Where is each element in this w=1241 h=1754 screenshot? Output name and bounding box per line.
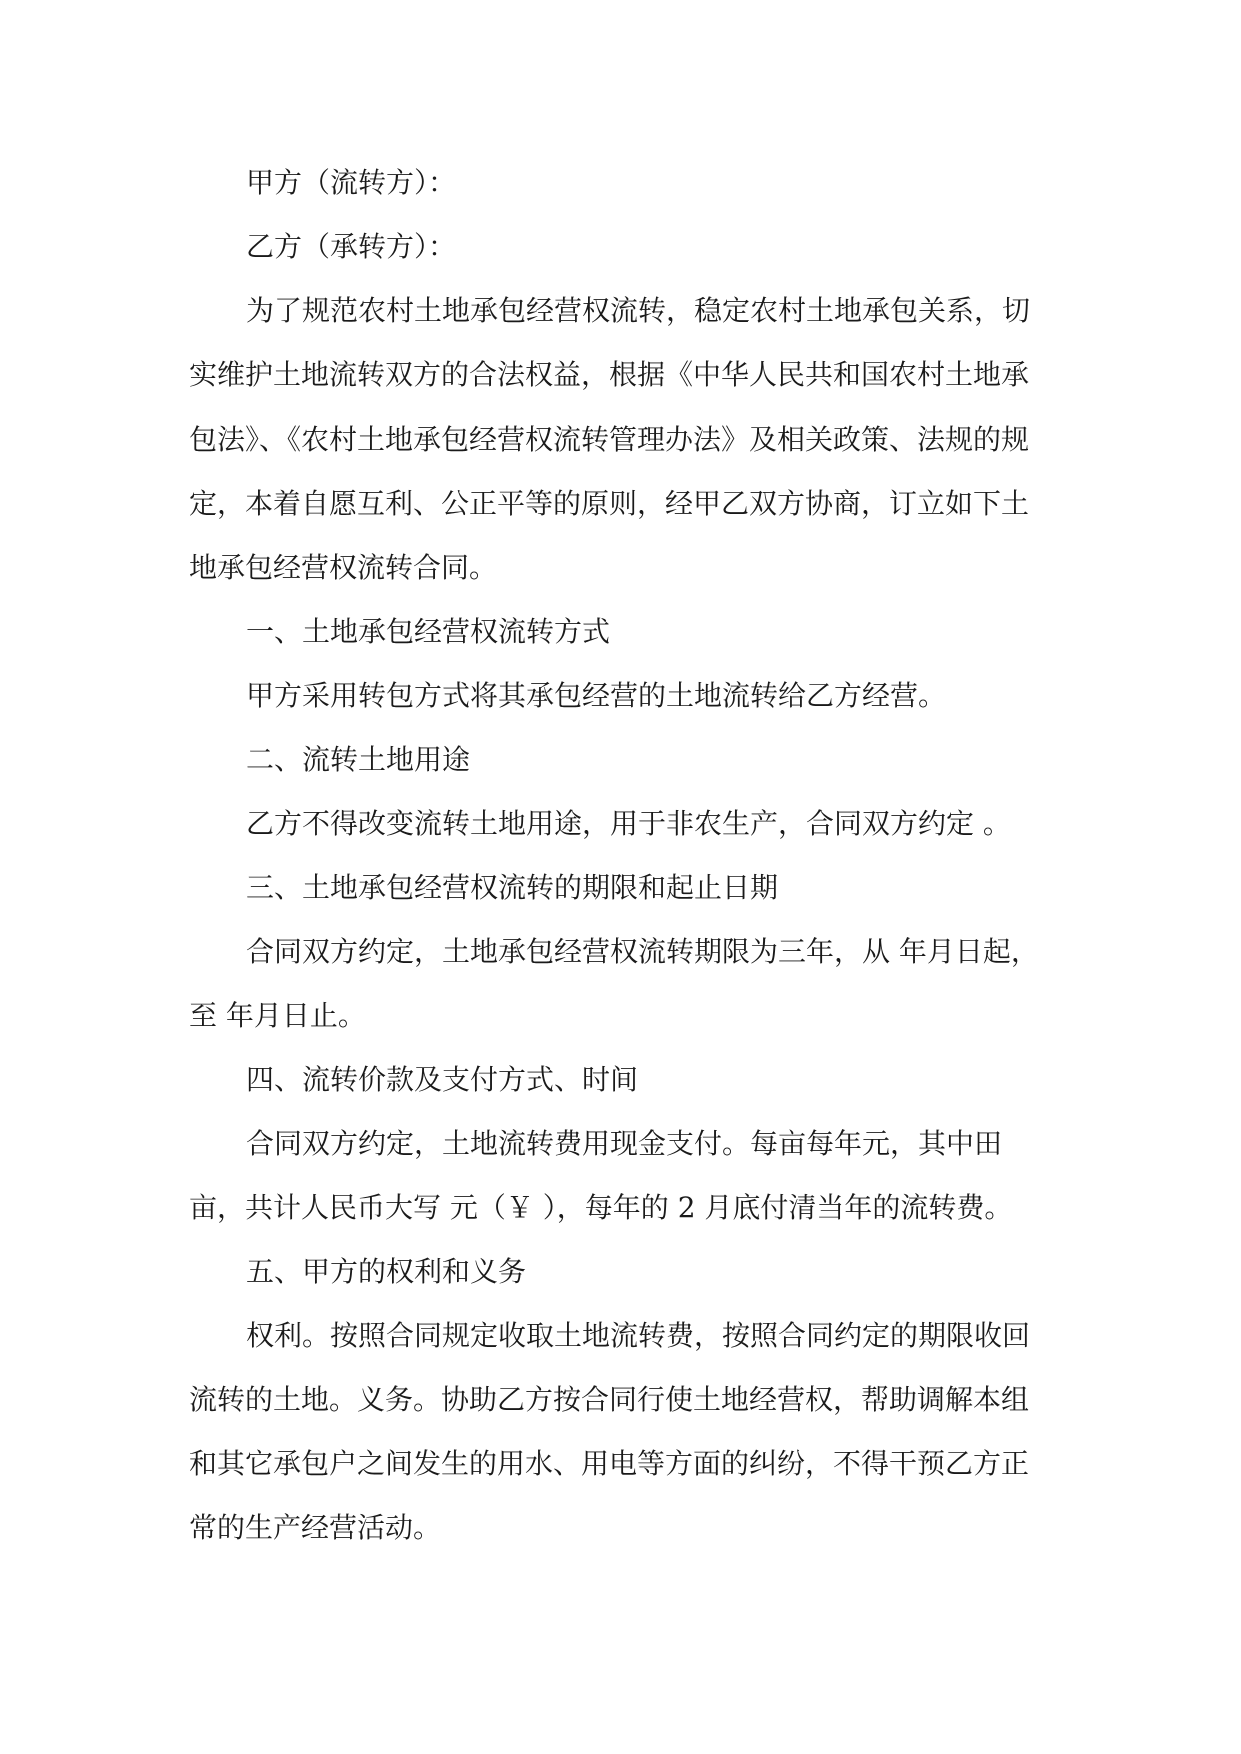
section-heading-2: 二、流转土地用途 — [246, 743, 471, 776]
party-b-line: 乙方（承转方）： — [246, 230, 457, 263]
section-body-line: 至 年月日止。 — [189, 999, 366, 1032]
preamble-line: 包法》、《农村土地承包经营权流转管理办法》及相关政策、法规的规 — [189, 423, 1030, 456]
section-body-line: 权利。按照合同规定收取土地流转费，按照合同约定的期限收回 — [246, 1319, 1031, 1352]
section-body-line: 合同双方约定，土地流转费用现金支付。每亩每年元，其中田 — [246, 1127, 1003, 1160]
preamble-line: 定，本着自愿互利、公正平等的原则，经甲乙双方协商，订立如下土 — [189, 487, 1030, 520]
preamble-line: 实维护土地流转双方的合法权益，根据《中华人民共和国农村土地承 — [189, 358, 1030, 391]
section-body-line: 和其它承包户之间发生的用水、用电等方面的纠纷，不得干预乙方正 — [189, 1447, 1030, 1480]
section-heading-1: 一、土地承包经营权流转方式 — [246, 615, 611, 648]
section-body-line: 合同双方约定，土地承包经营权流转期限为三年，从 年月日起， — [246, 935, 1039, 968]
section-heading-4: 四、流转价款及支付方式、时间 — [246, 1063, 639, 1096]
section-heading-3: 三、土地承包经营权流转的期限和起止日期 — [246, 871, 779, 904]
section-body-line: 甲方采用转包方式将其承包经营的土地流转给乙方经营。 — [246, 679, 947, 712]
section-body-line: 常的生产经营活动。 — [189, 1511, 442, 1544]
party-a-line: 甲方（流转方）： — [246, 166, 457, 199]
preamble-line: 为了规范农村土地承包经营权流转，稳定农村土地承包关系，切 — [246, 294, 1031, 327]
section-heading-5: 五、甲方的权利和义务 — [246, 1255, 527, 1288]
preamble-line: 地承包经营权流转合同。 — [189, 551, 498, 584]
section-body-line: 流转的土地。义务。协助乙方按合同行使土地经营权，帮助调解本组 — [189, 1383, 1030, 1416]
section-body-line: 乙方不得改变流转土地用途，用于非农生产，合同双方约定 。 — [246, 807, 1011, 840]
section-body-line: 亩，共计人民币大写 元（￥ ），每年的 2 月底付清当年的流转费。 — [189, 1191, 1013, 1224]
